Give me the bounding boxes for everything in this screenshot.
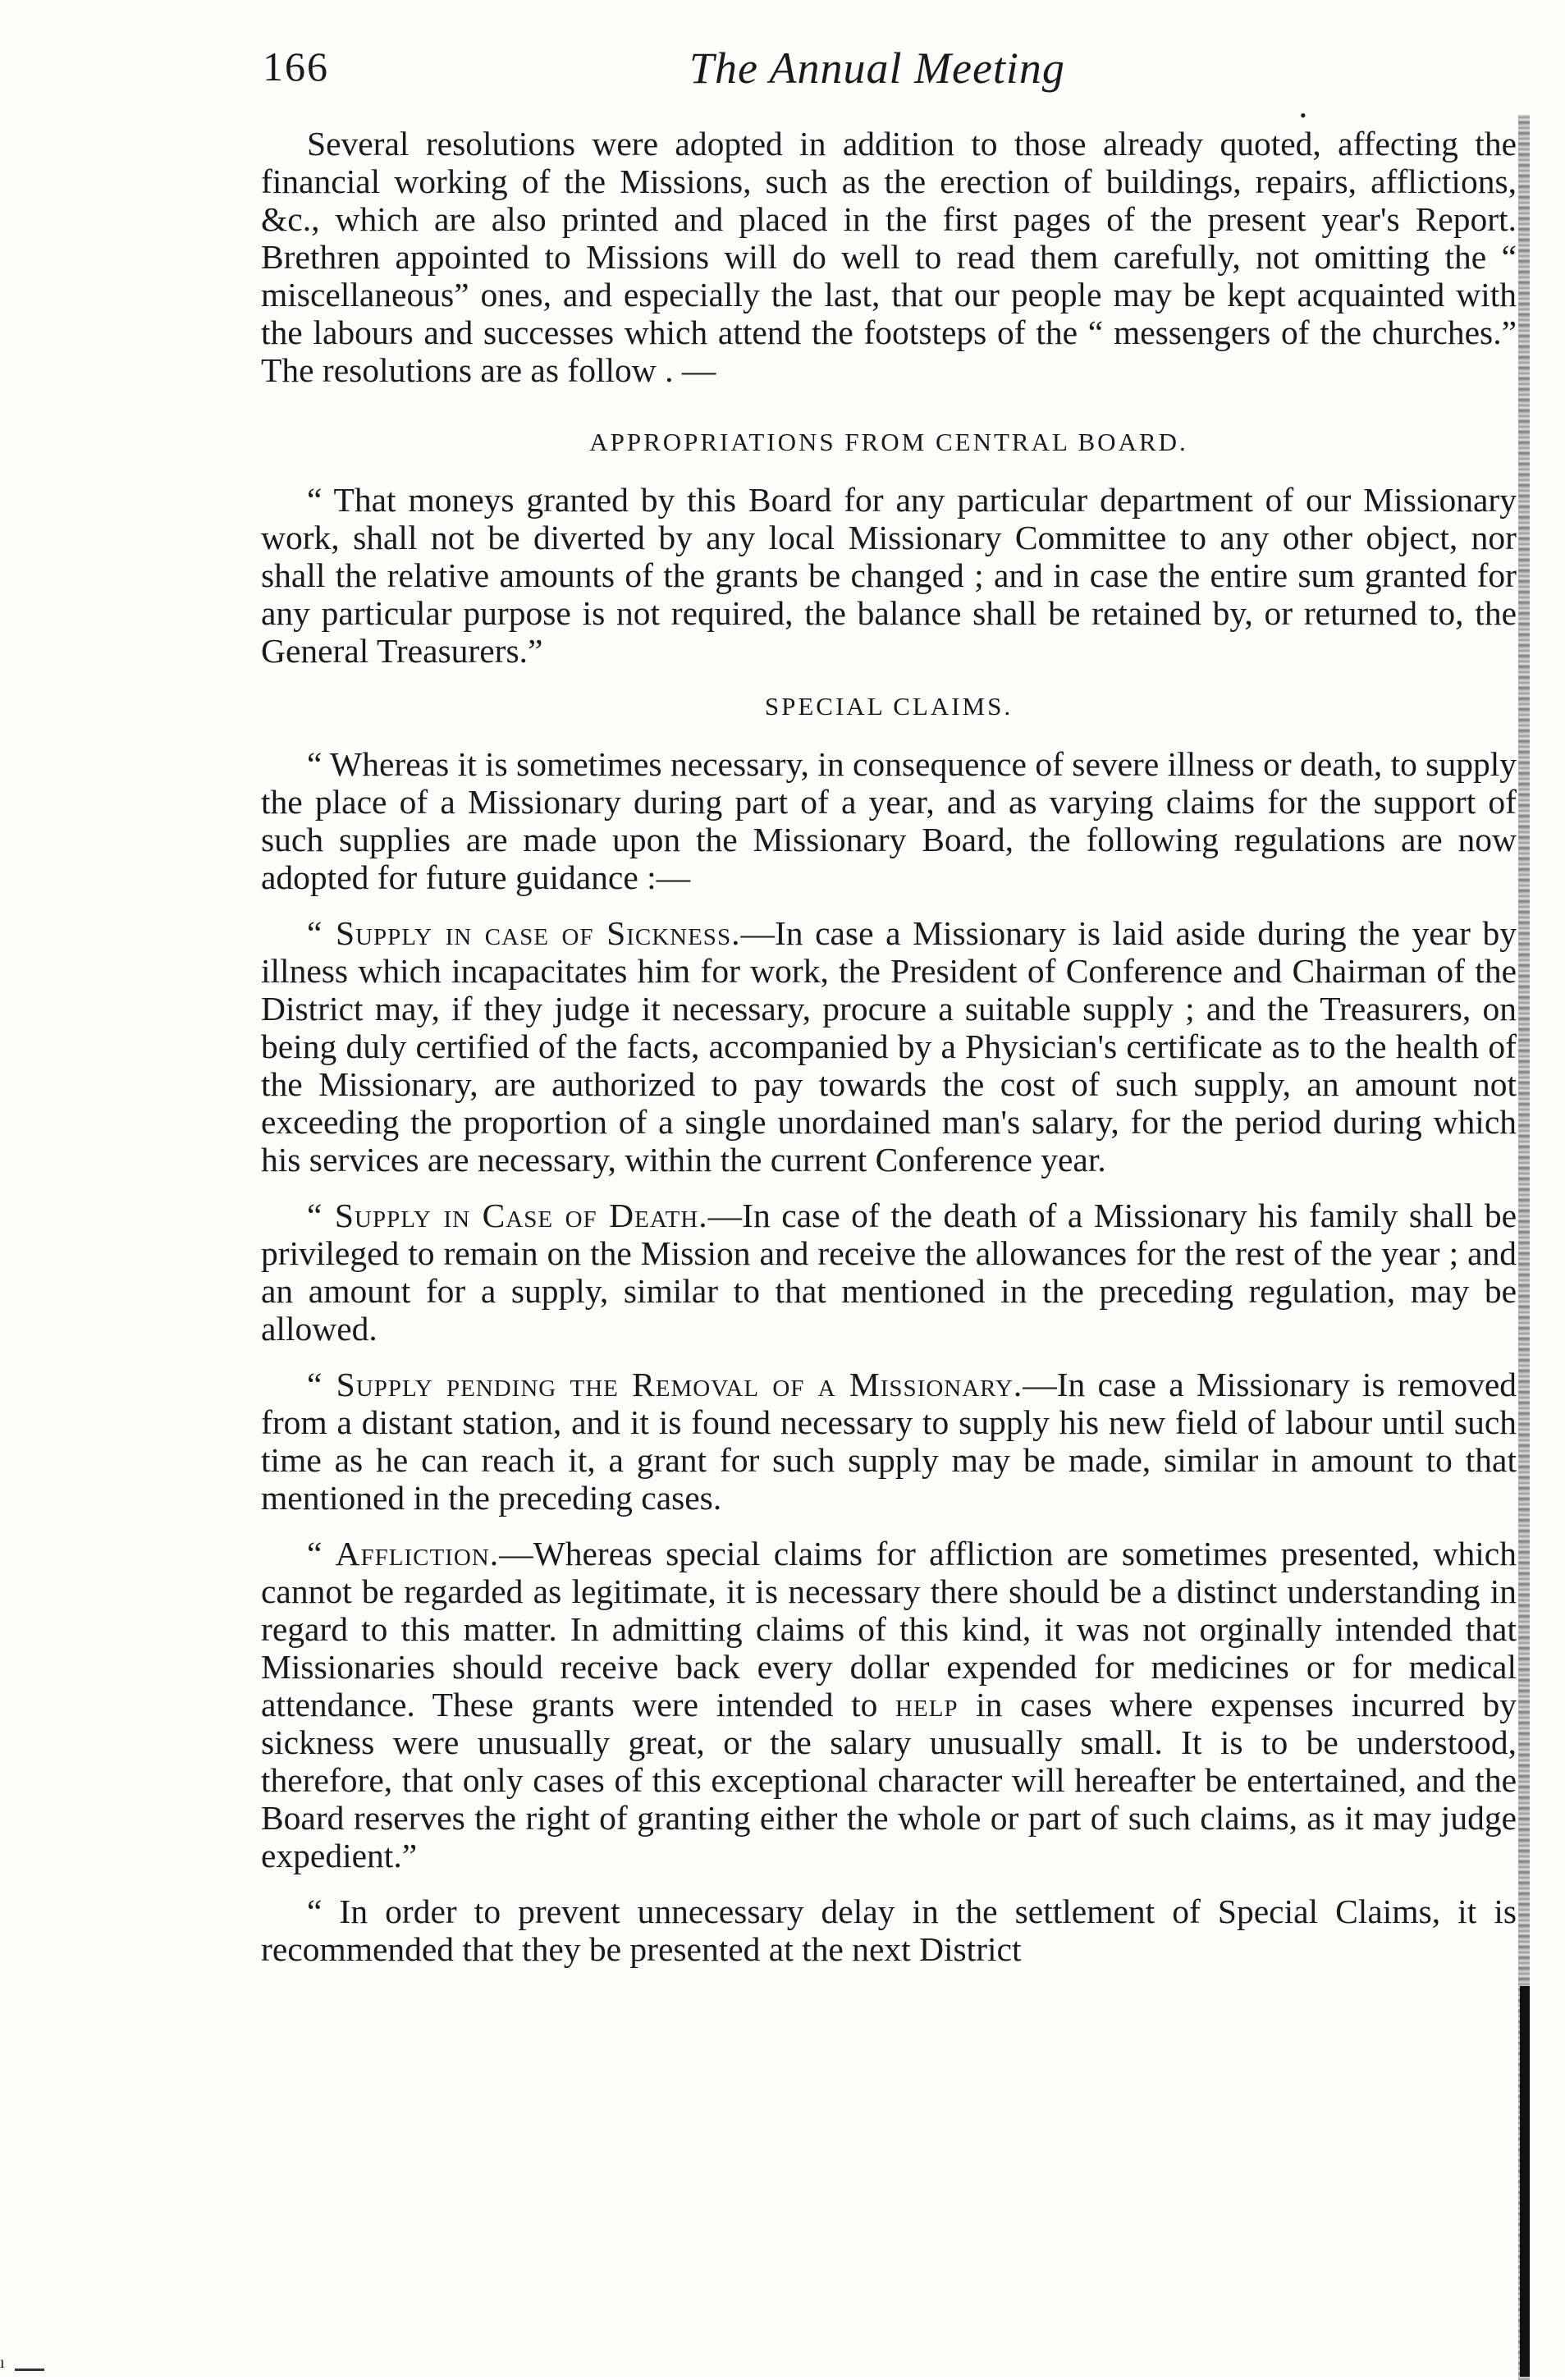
affliction-paragraph bbox=[261, 1535, 1517, 1874]
ink-speck: • bbox=[1300, 105, 1306, 126]
page-edge-dark-band bbox=[1520, 1986, 1530, 2377]
removal-lead: “ Supply pending the Removal of a Missionary. bbox=[307, 1366, 1023, 1403]
page-number: 166 bbox=[263, 43, 329, 89]
death-paragraph bbox=[261, 1197, 1517, 1348]
final-paragraph: “ In order to prevent unnecessary delay in the settlement of Special Claims, it is recommended that they be presented at the next District bbox=[261, 1893, 1517, 1968]
section-heading-appropriations: APPROPRIATIONS FROM CENTRAL BOARD. bbox=[589, 428, 1188, 456]
death-lead: “ Supply in Case of Death. bbox=[307, 1197, 708, 1234]
removal-paragraph bbox=[261, 1366, 1517, 1517]
appropriations-paragraph: “ That moneys granted by this Board for any particular department of our Missionary work, shall not be diverted by any local Missionary Committee to any other object, nor shall the relative amounts of the grants be changed ; and in case the entire sum granted for any particular purpose is not required, the balance shall be retained by, or returned to, the General Treasurers.” bbox=[261, 481, 1517, 670]
sickness-text: —In case a Missionary is laid aside during the year by illness which incapacitates him for work, the President of Conference and Chairman of the District may, if they judge it necessary, procure a suitable supply ; and the Treasurers, on being duly certified of the facts, accompanied by a Physician's certificate as to the health of the Missionary, are authorized to pay towards the cost of such supply, an amount not exceeding the proportion of a single unordained man's salary, for the period during which his services are necessary, within the current Conference year. bbox=[261, 914, 1517, 1179]
running-head bbox=[263, 43, 1510, 100]
affliction-text-2: in cases where expenses incurred by sickness were unusually great, or the salary unusually small. It is to be understood, therefore, that only cases of this exceptional character will hereafter be entertained, and the Board reserves the right of granting either the whole or part of such claims, as it may judge expedient.” bbox=[261, 1686, 1517, 1874]
affliction-text-1: —Whereas special claims for affliction are sometimes presented, which cannot be regarded as legitimate, it is necessary there should be a distinct understanding in regard to this matter. In admitting claims of this kind, it was not orginally intended that Missionaries should receive back every dollar expended for medicines or for medical attendance. These grants were intended to bbox=[261, 1535, 1517, 1723]
running-title: The Annual Meeting bbox=[689, 43, 1065, 93]
removal-text: —In case a Missionary is removed from a distant station, and it is found necessary to supply his new field of labour until such time as he can reach it, a grant for such supply may be made, similar in amount to that mentioned in the preceding cases. bbox=[261, 1366, 1517, 1517]
intro-paragraph: Several resolutions were adopted in addition to those already quoted, affecting the financial working of the Missions, such as the erection of buildings, repairs, afflictions, &c., which are also printed and placed in the first pages of the present year's Report. Brethren appointed to Missions will do well to read them carefully, not omitting the “ miscellaneous” ones, and especially the last, that our people may be kept acquainted with the labours and successes which attend the footsteps of the “ messengers of the churches.” The resolutions are as follow . — bbox=[261, 125, 1517, 389]
corner-rule bbox=[15, 2369, 44, 2371]
corner-mark: ı bbox=[0, 2354, 5, 2372]
sickness-lead: “ Supply in case of Sickness. bbox=[307, 914, 741, 952]
affliction-lead: “ Affliction. bbox=[307, 1535, 500, 1572]
death-text: —In case of the death of a Missionary his family shall be privileged to remain on the Mission and receive the allowances for the rest of the year ; and an amount for a supply, similar to that mentioned in the preceding regulation, may be allowed. bbox=[261, 1197, 1517, 1348]
whereas-paragraph: “ Whereas it is sometimes necessary, in consequence of severe illness or death, to supply the place of a Missionary during part of a year, and as varying claims for the support of such supplies are made upon the Missionary Board, the following regulations are now adopted for future guidance :— bbox=[261, 745, 1517, 896]
section-heading-special-claims: SPECIAL CLAIMS. bbox=[764, 692, 1014, 721]
affliction-help-word: help bbox=[895, 1686, 959, 1723]
body-text bbox=[261, 125, 1517, 1968]
sickness-paragraph bbox=[261, 914, 1517, 1179]
